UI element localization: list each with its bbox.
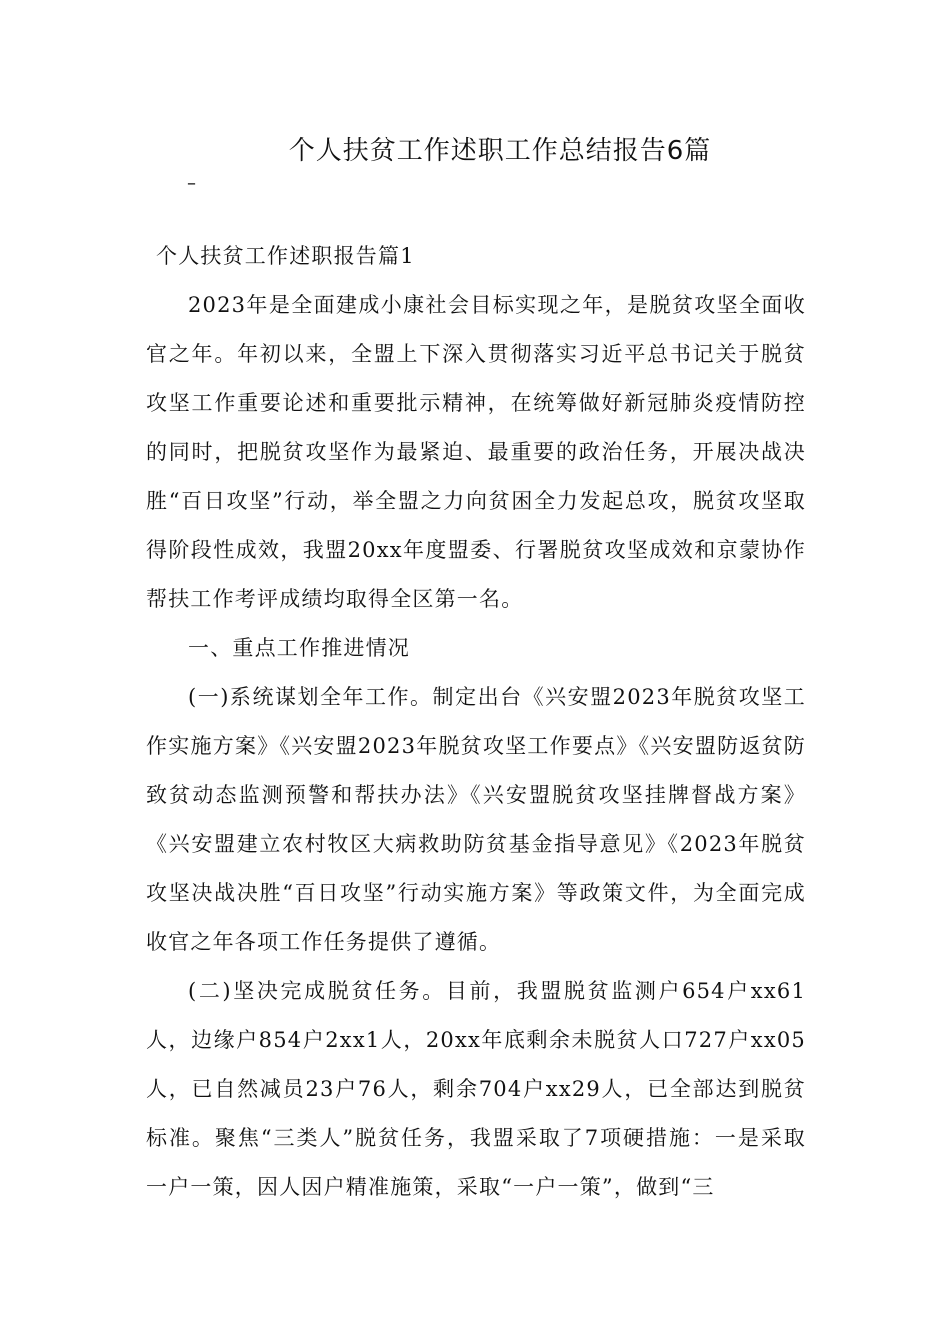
paragraph-heading-key-work: 一、重点工作推进情况 <box>188 636 410 660</box>
section-heading: 个人扶贫工作述职报告篇1 <box>156 244 415 268</box>
document-body <box>146 232 806 1212</box>
title-dash-mark: – <box>187 173 196 194</box>
paragraph-poverty-tasks: (二)坚决完成脱贫任务。目前，我盟脱贫监测户654户xx61人，边缘户854户2xx1人，20xx年底剩余未脱贫人口727户xx05人，已自然减员23户76人，剩余704户xx29人，已全部达到脱贫标准。聚焦“三类人”脱贫任务，我盟采取了7项硬措施：一是采取一户一策，因人因户精准施策，采取“一户一策”，做到“三 <box>146 979 806 1199</box>
document-title: 个人扶贫工作述职工作总结报告6篇 <box>288 136 712 166</box>
paragraph-planning: (一)系统谋划全年工作。制定出台《兴安盟2023年脱贫攻坚工作实施方案》《兴安盟2023年脱贫攻坚工作要点》《兴安盟防返贫防致贫动态监测预警和帮扶办法》《兴安盟脱贫攻坚挂牌督战方案》《兴安盟建立农村牧区大病救助防贫基金指导意见》《2023年脱贫攻坚决战决胜“百日攻坚”行动实施方案》等政策文件，为全面完成收官之年各项工作任务提供了遵循。 <box>146 685 806 954</box>
paragraph-intro: 2023年是全面建成小康社会目标实现之年，是脱贫攻坚全面收官之年。年初以来，全盟上下深入贯彻落实习近平总书记关于脱贫攻坚工作重要论述和重要批示精神，在统筹做好新冠肺炎疫情防控的同时，把脱贫攻坚作为最紧迫、最重要的政治任务，开展决战决胜“百日攻坚”行动，举全盟之力向贫困全力发起总攻，脱贫攻坚取得阶段性成效，我盟20xx年度盟委、行署脱贫攻坚成效和京蒙协作帮扶工作考评成绩均取得全区第一名。 <box>146 293 806 611</box>
